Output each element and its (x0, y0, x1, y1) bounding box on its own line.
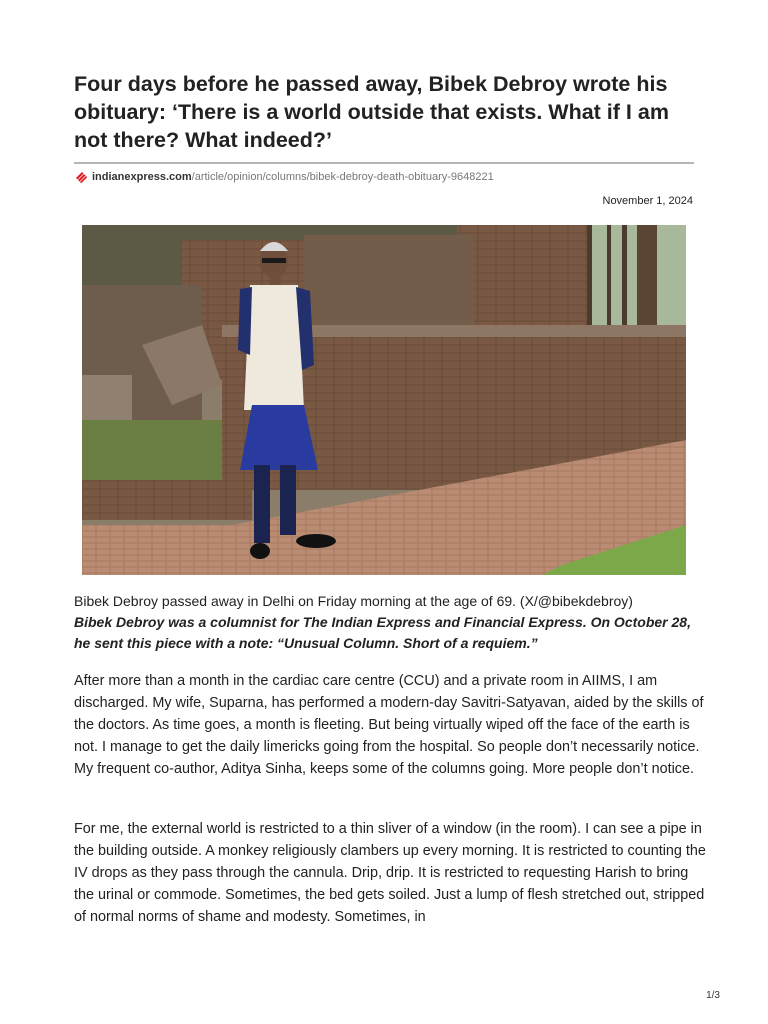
article-photo (82, 225, 686, 575)
publish-date: November 1, 2024 (602, 195, 693, 207)
caption-text: Bibek Debroy passed away in Delhi on Friday morning at the age of 69. (X/@bibekdebroy) (74, 593, 633, 609)
photo-caption (74, 591, 704, 654)
source-path[interactable]: /article/opinion/columns/bibek-debroy-death-obituary-9648221 (191, 171, 494, 183)
editor-note: Bibek Debroy was a columnist for The Indian Express and Financial Express. On October 28, he sent this piece with a note: “Unusual Column. Short of a requiem.” (74, 614, 691, 651)
body-paragraph-2: For me, the external world is restricted to a thin sliver of a window (in the room). I can see a pipe in the building outside. A monkey religiously clambers up every morning. It is restricted to counting the IV drops as they pass through the cannula. Drip, drip. It is restricted to requesting Harish to bring the urinal or commode. Sometimes, the bed gets soiled. Just a lump of flesh stretched out, stripped of normal norms of shame and modesty. Sometimes, in (74, 821, 706, 925)
source-domain[interactable]: indianexpress.com (92, 171, 192, 183)
indian-express-logo-icon (74, 170, 88, 184)
article-title: Four days before he passed away, Bibek Debroy wrote his obituary: ‘There is a world outside that exists. What if I am not there? What indeed?’ (74, 72, 669, 152)
body-paragraph-1: After more than a month in the cardiac care centre (CCU) and a private room in AIIMS, I am discharged. My wife, Suparna, has performed a modern-day Savitri-Satyavan, aided by the skills of the doctors. As time goes, a month is fleeting. But being virtually wiped off the face of the earth is not. I manage to get the daily limericks going from the hospital. So people don’t necessarily notice. My frequent co-author, Aditya Sinha, keeps some of the columns going. More people don’t notice. (74, 673, 704, 777)
source-link[interactable] (74, 170, 494, 184)
page-number: 1/3 (706, 990, 720, 1001)
title-divider (74, 162, 694, 164)
